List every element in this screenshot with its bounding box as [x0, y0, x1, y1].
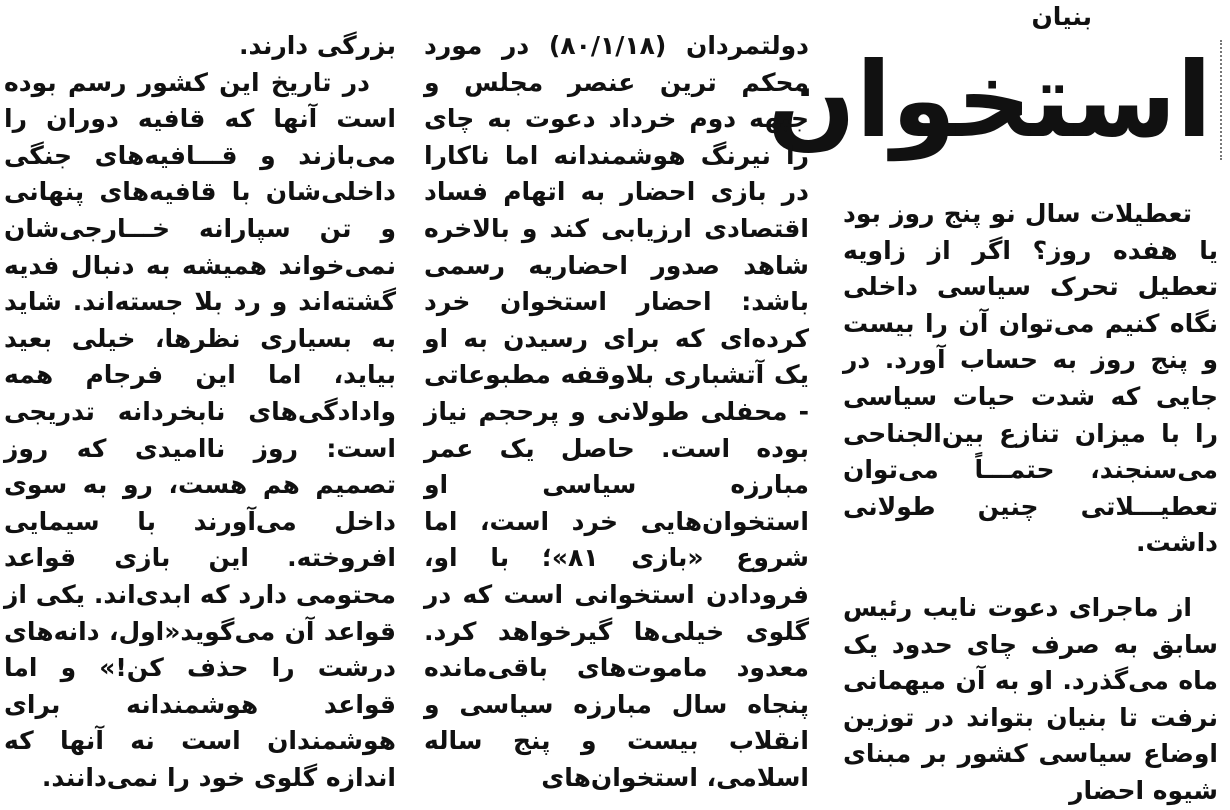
- page-edge-dots: [1220, 40, 1230, 160]
- paragraph: تعطیلات سال نو پنج روز بود یا هفده روز؟ اگر از زاویه تعطیل تحرک سیاسی داخلی نگاه کنیم می‌توان آن را بیست و پنج روز به حساب آورد. در جایی که شدت حیات سیاسی را با میزان تنازع بین‌الجناحی می‌سنجند، حتمـــاً می‌توان تعطیـــلاتی چنین طولانی داشت.: [843, 199, 1218, 558]
- paragraph: در تاریخ این کشور رسم بوده است آنها که قافیه دوران را می‌بازند و قـــافیه‌های جنگی داخلی‌شان با قافیه‌های پنهانی و تن سپارانه خـــارجی‌شان نمی‌خواند همیشه به دنبال فدیه گشته‌اند و رد بلا جسته‌اند. شاید به بسیاری نظرها، خیلی بعید بیاید، اما این فرجام همه وادادگی‌های نابخردانه تدریجی است: روز ناامیدی که روز تصمیم هم هست، رو به سوی داخل می‌آورند با سیمایی افروخته. این بازی قواعد محتومی دارد که ابدی‌اند. یکی از قواعد آن می‌گوید«اول، دانه‌های درشت را حذف کن!» و اما قواعد هوشمندانه برای هوشمندان است نه آنها که اندازه گلوی خود را نمی‌دانند.: [4, 67, 396, 792]
- column-middle: [424, 28, 809, 796]
- paragraph: دولتمردان (۸۰/۱/۱۸) در مورد محکم ترین عنصر مجلس و جبهه دوم خرداد دعوت به چای را نیرنگ هوشمندانه اما ناکارا در بازی احضار به اتهام فساد اقتصادی ارزیابی کند و بالاخره شاهد صدور احضاریه رسمی باشد: احضار استخوان خرد کرده‌ای که برای رسیدن به او یک آتشباری بلاوقفه مطبوعاتی - محفلی طولانی و پرحجم نیاز بوده است. حاصل یک عمر مبارزه سیاسی او استخوان‌هایی خرد است، اما شروع «بازی ۸۱»؛ با او، فرودادن استخوانی است که در گلوی خیلی‌ها گیرخواهد کرد. معدود ماموت‌های باقی‌مانده پنجاه سال مبارزه سیاسی و انقلاب بیست و پنج ساله اسلامی، استخوان‌های: [424, 31, 810, 792]
- paragraph: از ماجرای دعوت نایب رئیس سابق به صرف چای حدود یک ماه می‌گذرد. او به آن میهمانی نرفت تا بنیان بتواند در توزین اوضاع سیاسی کشور بر مبنای شیوه احضار: [843, 592, 1218, 805]
- article-headline: استخوان: [767, 39, 1212, 161]
- column-left: [4, 28, 396, 796]
- column-right: [843, 196, 1218, 810]
- paragraph: بزرگی دارند.: [239, 31, 396, 60]
- paragraph-gap: [843, 562, 1218, 590]
- article-kicker: بنیان: [1031, 2, 1092, 31]
